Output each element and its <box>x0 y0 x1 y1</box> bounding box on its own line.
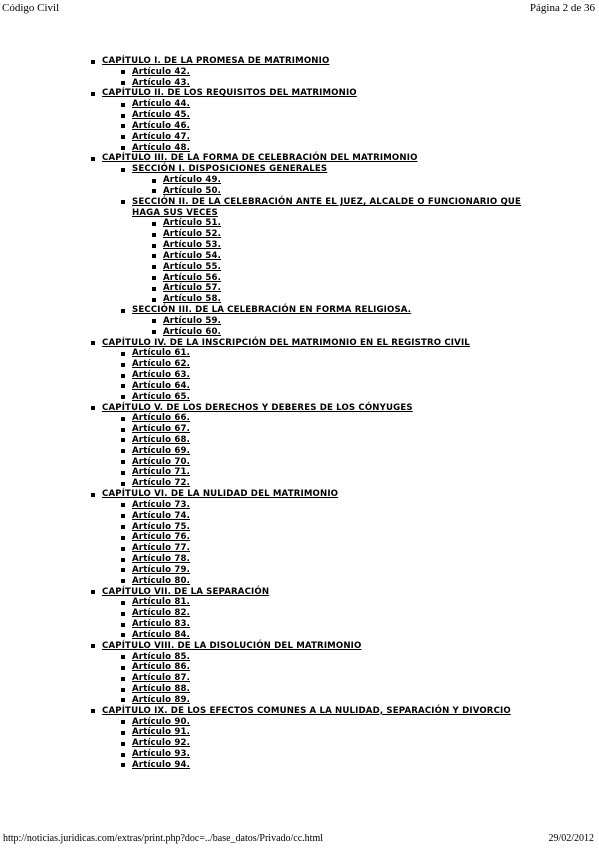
table-of-contents <box>0 56 599 771</box>
toc-link[interactable]: Artículo 71. <box>132 467 191 478</box>
toc-item <box>0 738 599 749</box>
toc-item <box>0 717 599 728</box>
bullet-icon <box>121 135 125 139</box>
toc-link[interactable]: Artículo 78. <box>132 554 191 565</box>
toc-link[interactable]: Artículo 79. <box>132 564 191 575</box>
bullet-icon <box>121 103 125 107</box>
toc-link[interactable]: Artículo 57. <box>163 283 222 294</box>
bullet-icon <box>121 363 125 367</box>
bullet-icon <box>91 590 95 594</box>
toc-item <box>0 78 599 89</box>
toc-item <box>0 348 599 359</box>
document-title: Código Civil <box>2 2 60 14</box>
toc-link[interactable]: Artículo 50. <box>163 185 222 196</box>
toc-item <box>0 218 599 229</box>
toc-link[interactable]: CAPÍTULO III. DE LA FORMA DE CELEBRACIÓN DEL MATRIMONIO <box>102 153 418 164</box>
bullet-icon <box>121 579 125 583</box>
toc-link[interactable]: Artículo 70. <box>132 456 191 467</box>
print-header <box>0 0 599 14</box>
toc-link[interactable]: Artículo 65. <box>132 391 191 402</box>
page-number: Página 2 de 36 <box>529 2 595 14</box>
bullet-icon <box>121 514 125 518</box>
toc-item <box>0 370 599 381</box>
toc-item <box>0 305 599 316</box>
bullet-icon <box>121 503 125 507</box>
bullet-icon <box>91 709 95 713</box>
toc-item <box>0 435 599 446</box>
toc-item <box>0 532 599 543</box>
bullet-icon <box>121 374 125 378</box>
toc-link[interactable]: Artículo 73. <box>132 499 191 510</box>
toc-link[interactable]: Artículo 90. <box>132 716 191 727</box>
toc-item <box>0 608 599 619</box>
toc-item <box>0 467 599 478</box>
bullet-icon <box>152 254 156 258</box>
toc-link[interactable]: Artículo 62. <box>132 359 191 370</box>
bullet-icon <box>91 493 95 497</box>
bullet-icon <box>121 168 125 172</box>
toc-item <box>0 294 599 305</box>
toc-link[interactable]: Artículo 55. <box>163 261 222 272</box>
toc-link[interactable]: Artículo 47. <box>132 131 191 142</box>
toc-item <box>0 727 599 738</box>
toc-item <box>0 522 599 533</box>
bullet-icon <box>121 417 125 421</box>
toc-link[interactable]: Artículo 58. <box>163 294 222 305</box>
toc-link[interactable]: Artículo 60. <box>163 326 222 337</box>
bullet-icon <box>91 644 95 648</box>
toc-link[interactable]: Artículo 43. <box>132 77 191 88</box>
bullet-icon <box>121 753 125 757</box>
bullet-icon <box>121 200 125 204</box>
toc-item <box>0 597 599 608</box>
toc-link[interactable]: Artículo 42. <box>132 66 191 77</box>
bullet-icon <box>121 114 125 118</box>
source-url: http://noticias.juridicas.com/extras/print.php?doc=../base_datos/Privado/cc.html <box>3 833 324 844</box>
toc-item <box>0 760 599 771</box>
toc-item <box>0 175 599 186</box>
bullet-icon <box>121 698 125 702</box>
toc-link[interactable]: Artículo 91. <box>132 727 191 738</box>
bullet-icon <box>121 763 125 767</box>
toc-link[interactable]: Artículo 51. <box>163 218 222 229</box>
toc-link[interactable]: SECCIÓN III. DE LA CELEBRACIÓN EN FORMA RELIGIOSA. <box>132 305 412 316</box>
toc-link[interactable]: Artículo 87. <box>132 673 191 684</box>
toc-item <box>0 316 599 327</box>
toc-link[interactable]: Artículo 63. <box>132 370 191 381</box>
bullet-icon <box>152 330 156 334</box>
toc-item <box>0 132 599 143</box>
toc-link[interactable]: CAPÍTULO IV. DE LA INSCRIPCIÓN DEL MATRIMONIO EN EL REGISTRO CIVIL <box>102 337 470 348</box>
toc-item <box>0 684 599 695</box>
bullet-icon <box>152 189 156 193</box>
toc-link[interactable]: Artículo 49. <box>163 175 222 186</box>
toc-link[interactable]: Artículo 46. <box>132 120 191 131</box>
toc-item <box>0 500 599 511</box>
bullet-icon <box>121 677 125 681</box>
bullet-icon <box>121 146 125 150</box>
toc-link[interactable]: CAPÍTULO IX. DE LOS EFECTOS COMUNES A LA NULIDAD, SEPARACIÓN Y DIVORCIO <box>102 705 511 716</box>
bullet-icon <box>152 265 156 269</box>
toc-item <box>0 283 599 294</box>
toc-link[interactable]: Artículo 68. <box>132 434 191 445</box>
toc-item <box>0 110 599 121</box>
bullet-icon <box>152 244 156 248</box>
bullet-icon <box>121 633 125 637</box>
toc-item <box>0 240 599 251</box>
toc-item <box>0 749 599 760</box>
toc-item <box>0 554 599 565</box>
toc-item <box>0 88 599 99</box>
toc-item <box>0 143 599 154</box>
toc-link[interactable]: Artículo 74. <box>132 510 191 521</box>
toc-link[interactable]: CAPÍTULO VII. DE LA SEPARACIÓN <box>102 586 270 597</box>
toc-link[interactable]: Artículo 89. <box>132 694 191 705</box>
bullet-icon <box>121 720 125 724</box>
toc-item <box>0 338 599 349</box>
bullet-icon <box>121 438 125 442</box>
toc-link[interactable]: Artículo 84. <box>132 629 191 640</box>
bullet-icon <box>121 568 125 572</box>
bullet-icon <box>121 81 125 85</box>
bullet-icon <box>121 612 125 616</box>
toc-item <box>0 662 599 673</box>
toc-item <box>0 99 599 110</box>
toc-link[interactable]: Artículo 44. <box>132 99 191 110</box>
toc-link[interactable]: Artículo 75. <box>132 521 191 532</box>
toc-item <box>0 67 599 78</box>
toc-link[interactable]: Artículo 52. <box>163 229 222 240</box>
toc-item <box>0 706 599 717</box>
bullet-icon <box>152 287 156 291</box>
toc-link[interactable]: Artículo 80. <box>132 575 191 586</box>
toc-item <box>0 695 599 706</box>
toc-item <box>0 164 599 175</box>
toc-link[interactable]: Artículo 53. <box>163 240 222 251</box>
toc-item <box>0 576 599 587</box>
bullet-icon <box>121 525 125 529</box>
bullet-icon <box>121 655 125 659</box>
bullet-icon <box>121 666 125 670</box>
toc-item <box>0 619 599 630</box>
bullet-icon <box>121 352 125 356</box>
toc-item <box>0 511 599 522</box>
toc-link[interactable]: Artículo 94. <box>132 759 191 770</box>
toc-item <box>0 457 599 468</box>
bullet-icon <box>121 471 125 475</box>
bullet-icon <box>91 157 95 161</box>
bullet-icon <box>121 688 125 692</box>
toc-link[interactable]: SECCIÓN I. DISPOSICIONES GENERALES <box>132 164 328 175</box>
toc-link[interactable]: Artículo 48. <box>132 142 191 153</box>
toc-link[interactable]: HAGA SUS VECES <box>132 207 218 218</box>
toc-item <box>0 208 599 219</box>
toc-link[interactable]: CAPÍTULO II. DE LOS REQUISITOS DEL MATRIMONIO <box>102 88 357 99</box>
toc-link[interactable]: Artículo 64. <box>132 380 191 391</box>
toc-item <box>0 543 599 554</box>
bullet-icon <box>121 742 125 746</box>
bullet-icon <box>121 70 125 74</box>
toc-link[interactable]: Artículo 76. <box>132 532 191 543</box>
toc-link[interactable]: Artículo 66. <box>132 413 191 424</box>
toc-item <box>0 229 599 240</box>
bullet-icon <box>121 623 125 627</box>
bullet-icon <box>91 60 95 64</box>
bullet-icon <box>121 601 125 605</box>
toc-item <box>0 186 599 197</box>
bullet-icon <box>121 449 125 453</box>
toc-link[interactable]: Artículo 81. <box>132 597 191 608</box>
bullet-icon <box>152 319 156 323</box>
bullet-icon <box>121 558 125 562</box>
toc-item <box>0 565 599 576</box>
toc-link[interactable]: Artículo 69. <box>132 445 191 456</box>
toc-item <box>0 652 599 663</box>
toc-link[interactable]: Artículo 59. <box>163 315 222 326</box>
toc-item <box>0 121 599 132</box>
bullet-icon <box>121 547 125 551</box>
bullet-icon <box>121 309 125 313</box>
bullet-icon <box>152 276 156 280</box>
bullet-icon <box>121 124 125 128</box>
toc-item <box>0 630 599 641</box>
toc-item <box>0 359 599 370</box>
toc-item <box>0 489 599 500</box>
bullet-icon <box>121 395 125 399</box>
toc-link[interactable]: Artículo 83. <box>132 619 191 630</box>
bullet-icon <box>121 384 125 388</box>
toc-link[interactable]: CAPÍTULO I. DE LA PROMESA DE MATRIMONIO <box>102 56 330 66</box>
toc-link[interactable]: Artículo 93. <box>132 749 191 759</box>
toc-link[interactable]: Artículo 85. <box>132 651 191 662</box>
print-footer <box>0 832 599 846</box>
toc-item <box>0 153 599 164</box>
toc-item <box>0 56 599 67</box>
bullet-icon <box>152 222 156 226</box>
toc-item <box>0 403 599 414</box>
toc-link[interactable]: Artículo 77. <box>132 543 191 554</box>
toc-item <box>0 413 599 424</box>
toc-link[interactable]: CAPÍTULO VIII. DE LA DISOLUCIÓN DEL MATRIMONIO <box>102 640 362 651</box>
toc-item <box>0 327 599 338</box>
toc-item <box>0 478 599 489</box>
bullet-icon <box>121 731 125 735</box>
bullet-icon <box>121 482 125 486</box>
toc-item <box>0 446 599 457</box>
bullet-icon <box>121 460 125 464</box>
bullet-icon <box>121 536 125 540</box>
bullet-icon <box>121 428 125 432</box>
toc-item <box>0 673 599 684</box>
toc-item <box>0 251 599 262</box>
toc-item <box>0 381 599 392</box>
bullet-icon <box>152 233 156 237</box>
bullet-icon <box>152 298 156 302</box>
toc-item <box>0 641 599 652</box>
toc-item <box>0 424 599 435</box>
bullet-icon <box>91 341 95 345</box>
toc-item <box>0 392 599 403</box>
bullet-icon <box>91 406 95 410</box>
toc-item <box>0 262 599 273</box>
toc-link[interactable]: SECCIÓN II. DE LA CELEBRACIÓN ANTE EL JUEZ, ALCALDE O FUNCIONARIO QUE <box>132 196 522 207</box>
toc-link[interactable]: Artículo 67. <box>132 424 191 435</box>
toc-link[interactable]: Artículo 88. <box>132 684 191 695</box>
toc-link[interactable]: Artículo 45. <box>132 110 191 121</box>
bullet-icon <box>152 179 156 183</box>
toc-item <box>0 197 599 208</box>
toc-link[interactable]: Artículo 72. <box>132 478 191 489</box>
toc-link[interactable]: CAPÍTULO VI. DE LA NULIDAD DEL MATRIMONIO <box>102 489 339 500</box>
toc-item <box>0 587 599 598</box>
toc-link[interactable]: Artículo 54. <box>163 250 222 261</box>
toc-link[interactable]: CAPÍTULO V. DE LOS DERECHOS Y DEBERES DE LOS CÓNYUGES <box>102 402 413 413</box>
toc-link[interactable]: Artículo 86. <box>132 662 191 673</box>
toc-link[interactable]: Artículo 92. <box>132 738 191 749</box>
print-date: 29/02/2012 <box>548 833 594 844</box>
toc-link[interactable]: Artículo 61. <box>132 348 191 359</box>
bullet-icon <box>91 92 95 96</box>
toc-item <box>0 273 599 284</box>
toc-link[interactable]: Artículo 82. <box>132 608 191 619</box>
toc-link[interactable]: Artículo 56. <box>163 272 222 283</box>
